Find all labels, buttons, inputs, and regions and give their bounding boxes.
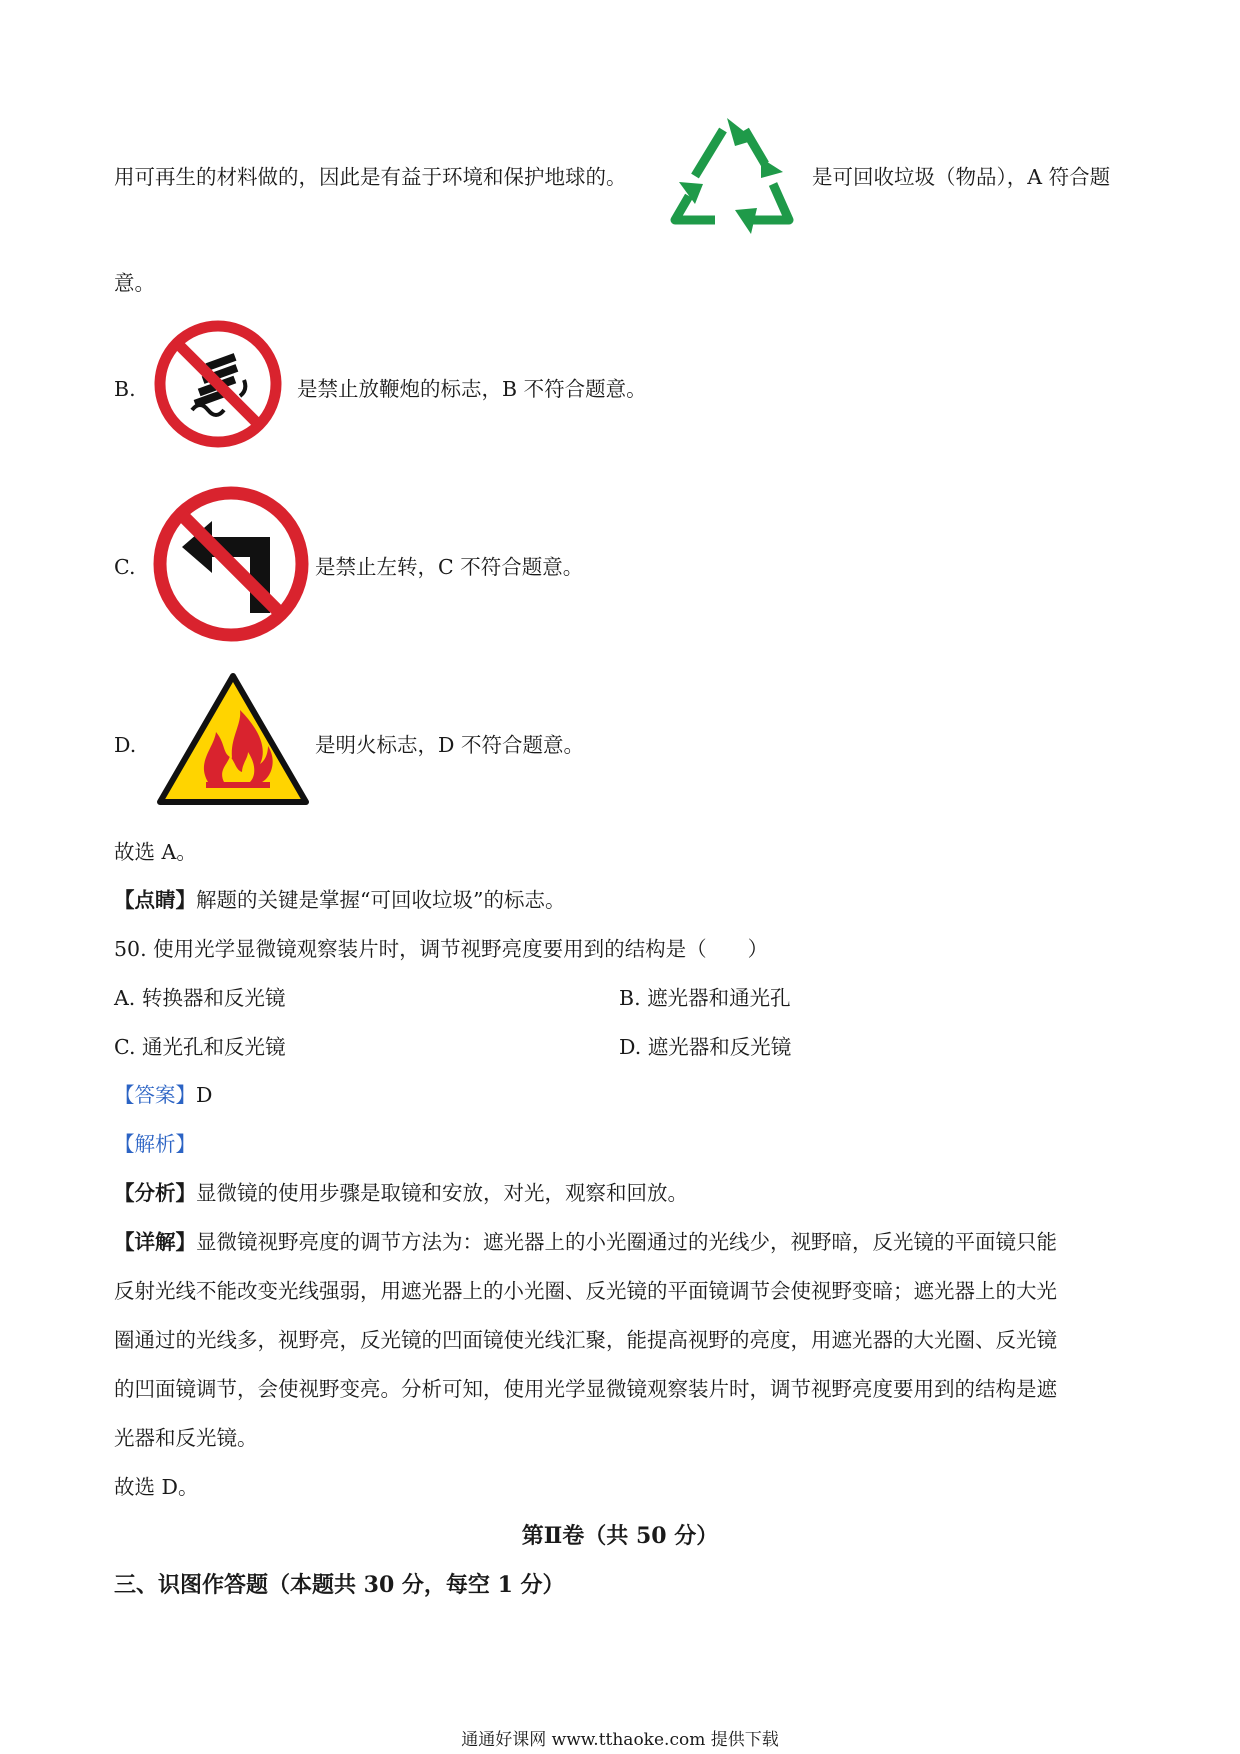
detail-line-3: 圈通过的光线多，视野亮，反光镜的凹面镜使光线汇聚，能提高视野的亮度，用遮光器的大光圈、反光镜 (114, 1328, 1057, 1352)
question-50-option-d: D. 遮光器和反光镜 (619, 1035, 792, 1059)
section-title: 第Ⅱ卷（共 50 分） (521, 1523, 719, 1549)
detail-text-1: 显微镜视野亮度的调节方法为：遮光器上的小光圈通过的光线少，视野暗，反光镜的平面镜只能 (196, 1230, 1057, 1254)
analysis-tag: 【分析】 (114, 1181, 196, 1205)
recycle-icon (665, 112, 800, 242)
intro-text-end: 意。 (114, 271, 155, 295)
question-50-stem: 50. 使用光学显微镜观察装片时，调节视野亮度要用到的结构是（ ） (114, 937, 769, 961)
question-50-option-a: A. 转换器和反光镜 (114, 986, 286, 1010)
question-50-option-b: B. 遮光器和通光孔 (619, 986, 791, 1010)
detail-line-2: 反射光线不能改变光线强弱，用遮光器上的小光圈、反光镜的平面镜调节会使视野变暗；遮光器上的大光 (114, 1279, 1057, 1303)
conclusion-d: 故选 D。 (114, 1475, 199, 1499)
no-firecrackers-icon (152, 318, 284, 450)
tip-line (114, 888, 565, 912)
intro-text-after: 是可回收垃圾（物品），A 符合题 (812, 165, 1111, 189)
section-heading: 三、识图作答题（本题共 30 分，每空 1 分） (114, 1572, 565, 1598)
analysis-text: 显微镜的使用步骤是取镜和安放，对光，观察和回放。 (196, 1181, 688, 1205)
detail-line-4: 的凹面镜调节，会使视野变亮。分析可知，使用光学显微镜观察装片时，调节视野亮度要用到的结构是遮 (114, 1377, 1057, 1401)
option-c-letter: C. (114, 555, 136, 579)
conclusion-a: 故选 A。 (114, 840, 197, 864)
open-flame-warning-icon (156, 672, 310, 808)
tip-tag: 【点睛】 (114, 888, 196, 912)
detail-line-5: 光器和反光镜。 (114, 1426, 258, 1450)
option-b-letter: B. (114, 377, 136, 401)
detail-line-1 (114, 1230, 1057, 1254)
intro-text-before: 用可再生的材料做的，因此是有益于环境和保护地球的。 (114, 165, 627, 189)
answer-tag: 【答案】 (114, 1083, 196, 1107)
jiexi-tag: 【解析】 (114, 1132, 196, 1156)
option-c-text: 是禁止左转，C 不符合题意。 (315, 555, 584, 579)
option-d-letter: D. (114, 733, 137, 757)
option-d-text: 是明火标志，D 不符合题意。 (315, 733, 584, 757)
no-left-turn-icon (152, 485, 310, 643)
page-footer: 通通好课网 www.tthaoke.com 提供下载 (461, 1730, 779, 1750)
question-50-option-c: C. 通光孔和反光镜 (114, 1035, 286, 1059)
answer-line (114, 1083, 212, 1107)
answer-value: D (196, 1083, 213, 1107)
analysis-line (114, 1181, 688, 1205)
detail-tag: 【详解】 (114, 1230, 196, 1254)
tip-text: 解题的关键是掌握“可回收垃圾”的标志。 (196, 888, 566, 912)
option-b-text: 是禁止放鞭炮的标志，B 不符合题意。 (297, 377, 647, 401)
